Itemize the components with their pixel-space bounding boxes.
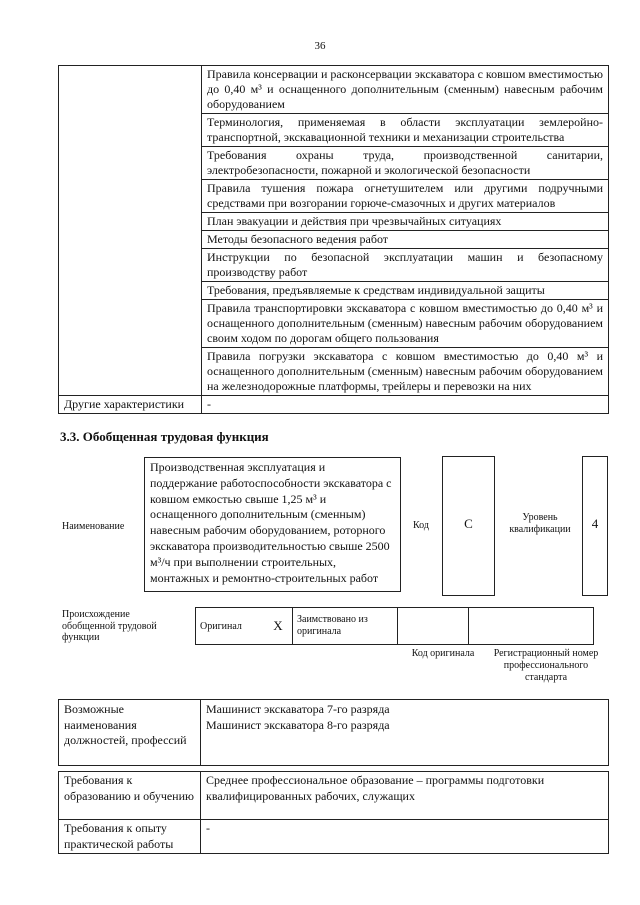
original-label: Оригинал: [196, 608, 265, 645]
knowledge-table: [58, 65, 609, 414]
knowledge-row: Инструкции по безопасной эксплуатации машин и безопасному производству работ: [202, 249, 609, 282]
origin-label: Происхождение обобщенной трудовой функции: [62, 609, 157, 643]
function-name-label: Наименование: [62, 521, 125, 532]
education-value: Среднее профессиональное образование – программы подготовки квалифицированных рабочих, служащих: [201, 772, 609, 820]
knowledge-row: Терминология, применяемая в области эксплуатации землеройно-транспортной, экскавационной техники и механизации строительства: [202, 114, 609, 147]
education-label: Требования к образованию и обучению: [59, 772, 201, 820]
knowledge-row: Правила тушения пожара огнетушителем или другими подручными средствами при возгорании горюче-смазочных и других материалов: [202, 180, 609, 213]
knowledge-row: Правила погрузки экскаватора с ковшом вместимостью до 0,40 м³ и оснащенного дополнительным (сменным) навесным рабочим оборудованием на железнодорожные платформы, трейлеры и перевозки на них: [202, 348, 609, 396]
knowledge-row: Правила консервации и расконсервации экскаватора с ковшом вместимостью до 0,40 м³ и оснащенного дополнительным (сменным) навесным рабочим оборудованием: [202, 66, 609, 114]
registration-number-cell: [469, 608, 594, 645]
experience-label: Требования к опыту практической работы: [59, 820, 201, 854]
original-code-caption: Код оригинала: [411, 648, 475, 659]
other-characteristics-value: -: [202, 396, 609, 414]
position-item: Машинист экскаватора 7-го разряда: [206, 702, 390, 716]
positions-label: Возможные наименования должностей, профессий: [59, 700, 201, 766]
borrowed-label: Заимствовано из оригинала: [293, 608, 398, 645]
function-code-label: Код: [413, 520, 429, 531]
knowledge-row: Методы безопасного ведения работ: [202, 231, 609, 249]
origin-table: [195, 607, 594, 645]
empty-label-cell: [59, 66, 202, 396]
knowledge-row: Требования, предъявляемые к средствам индивидуальной защиты: [202, 282, 609, 300]
experience-value: -: [201, 820, 609, 854]
positions-table: [58, 699, 609, 766]
position-item: Машинист экскаватора 8-го разряда: [206, 717, 390, 732]
original-mark: X: [264, 608, 293, 645]
original-code-cell: [398, 608, 469, 645]
page-number: 36: [314, 40, 326, 52]
qualification-level-label: Уровень квалификации: [509, 512, 571, 535]
knowledge-row: План эвакуации и действия при чрезвычайных ситуациях: [202, 213, 609, 231]
qualification-level-value: 4: [591, 516, 599, 531]
function-code-value: C: [464, 516, 473, 531]
other-characteristics-label: Другие характеристики: [59, 396, 202, 414]
section-heading: 3.3. Обобщенная трудовая функция: [60, 429, 269, 444]
registration-number-caption: Регистрационный номер профессионального стандарта: [493, 648, 599, 683]
requirements-table: [58, 771, 609, 854]
knowledge-row: Правила транспортировки экскаватора с ковшом вместимостью до 0,40 м³ и оснащенного дополнительным (сменным) навесным рабочим оборудованием своим ходом по дорогам общего пользования: [202, 300, 609, 348]
function-name-value: Производственная эксплуатация и поддержание работоспособности экскаватора с ковшом емкостью свыше 1,25 м³ и оснащенного дополнительным (сменным) навесным рабочим оборудованием, роторного экскаватора производительностью свыше 2500 м³/ч при выполнении строительных, монтажных и ремонтно-строительных работ: [144, 457, 401, 592]
positions-values: [201, 700, 609, 766]
knowledge-row: Требования охраны труда, производственной санитарии, электробезопасности, пожарной и экологической безопасности: [202, 147, 609, 180]
